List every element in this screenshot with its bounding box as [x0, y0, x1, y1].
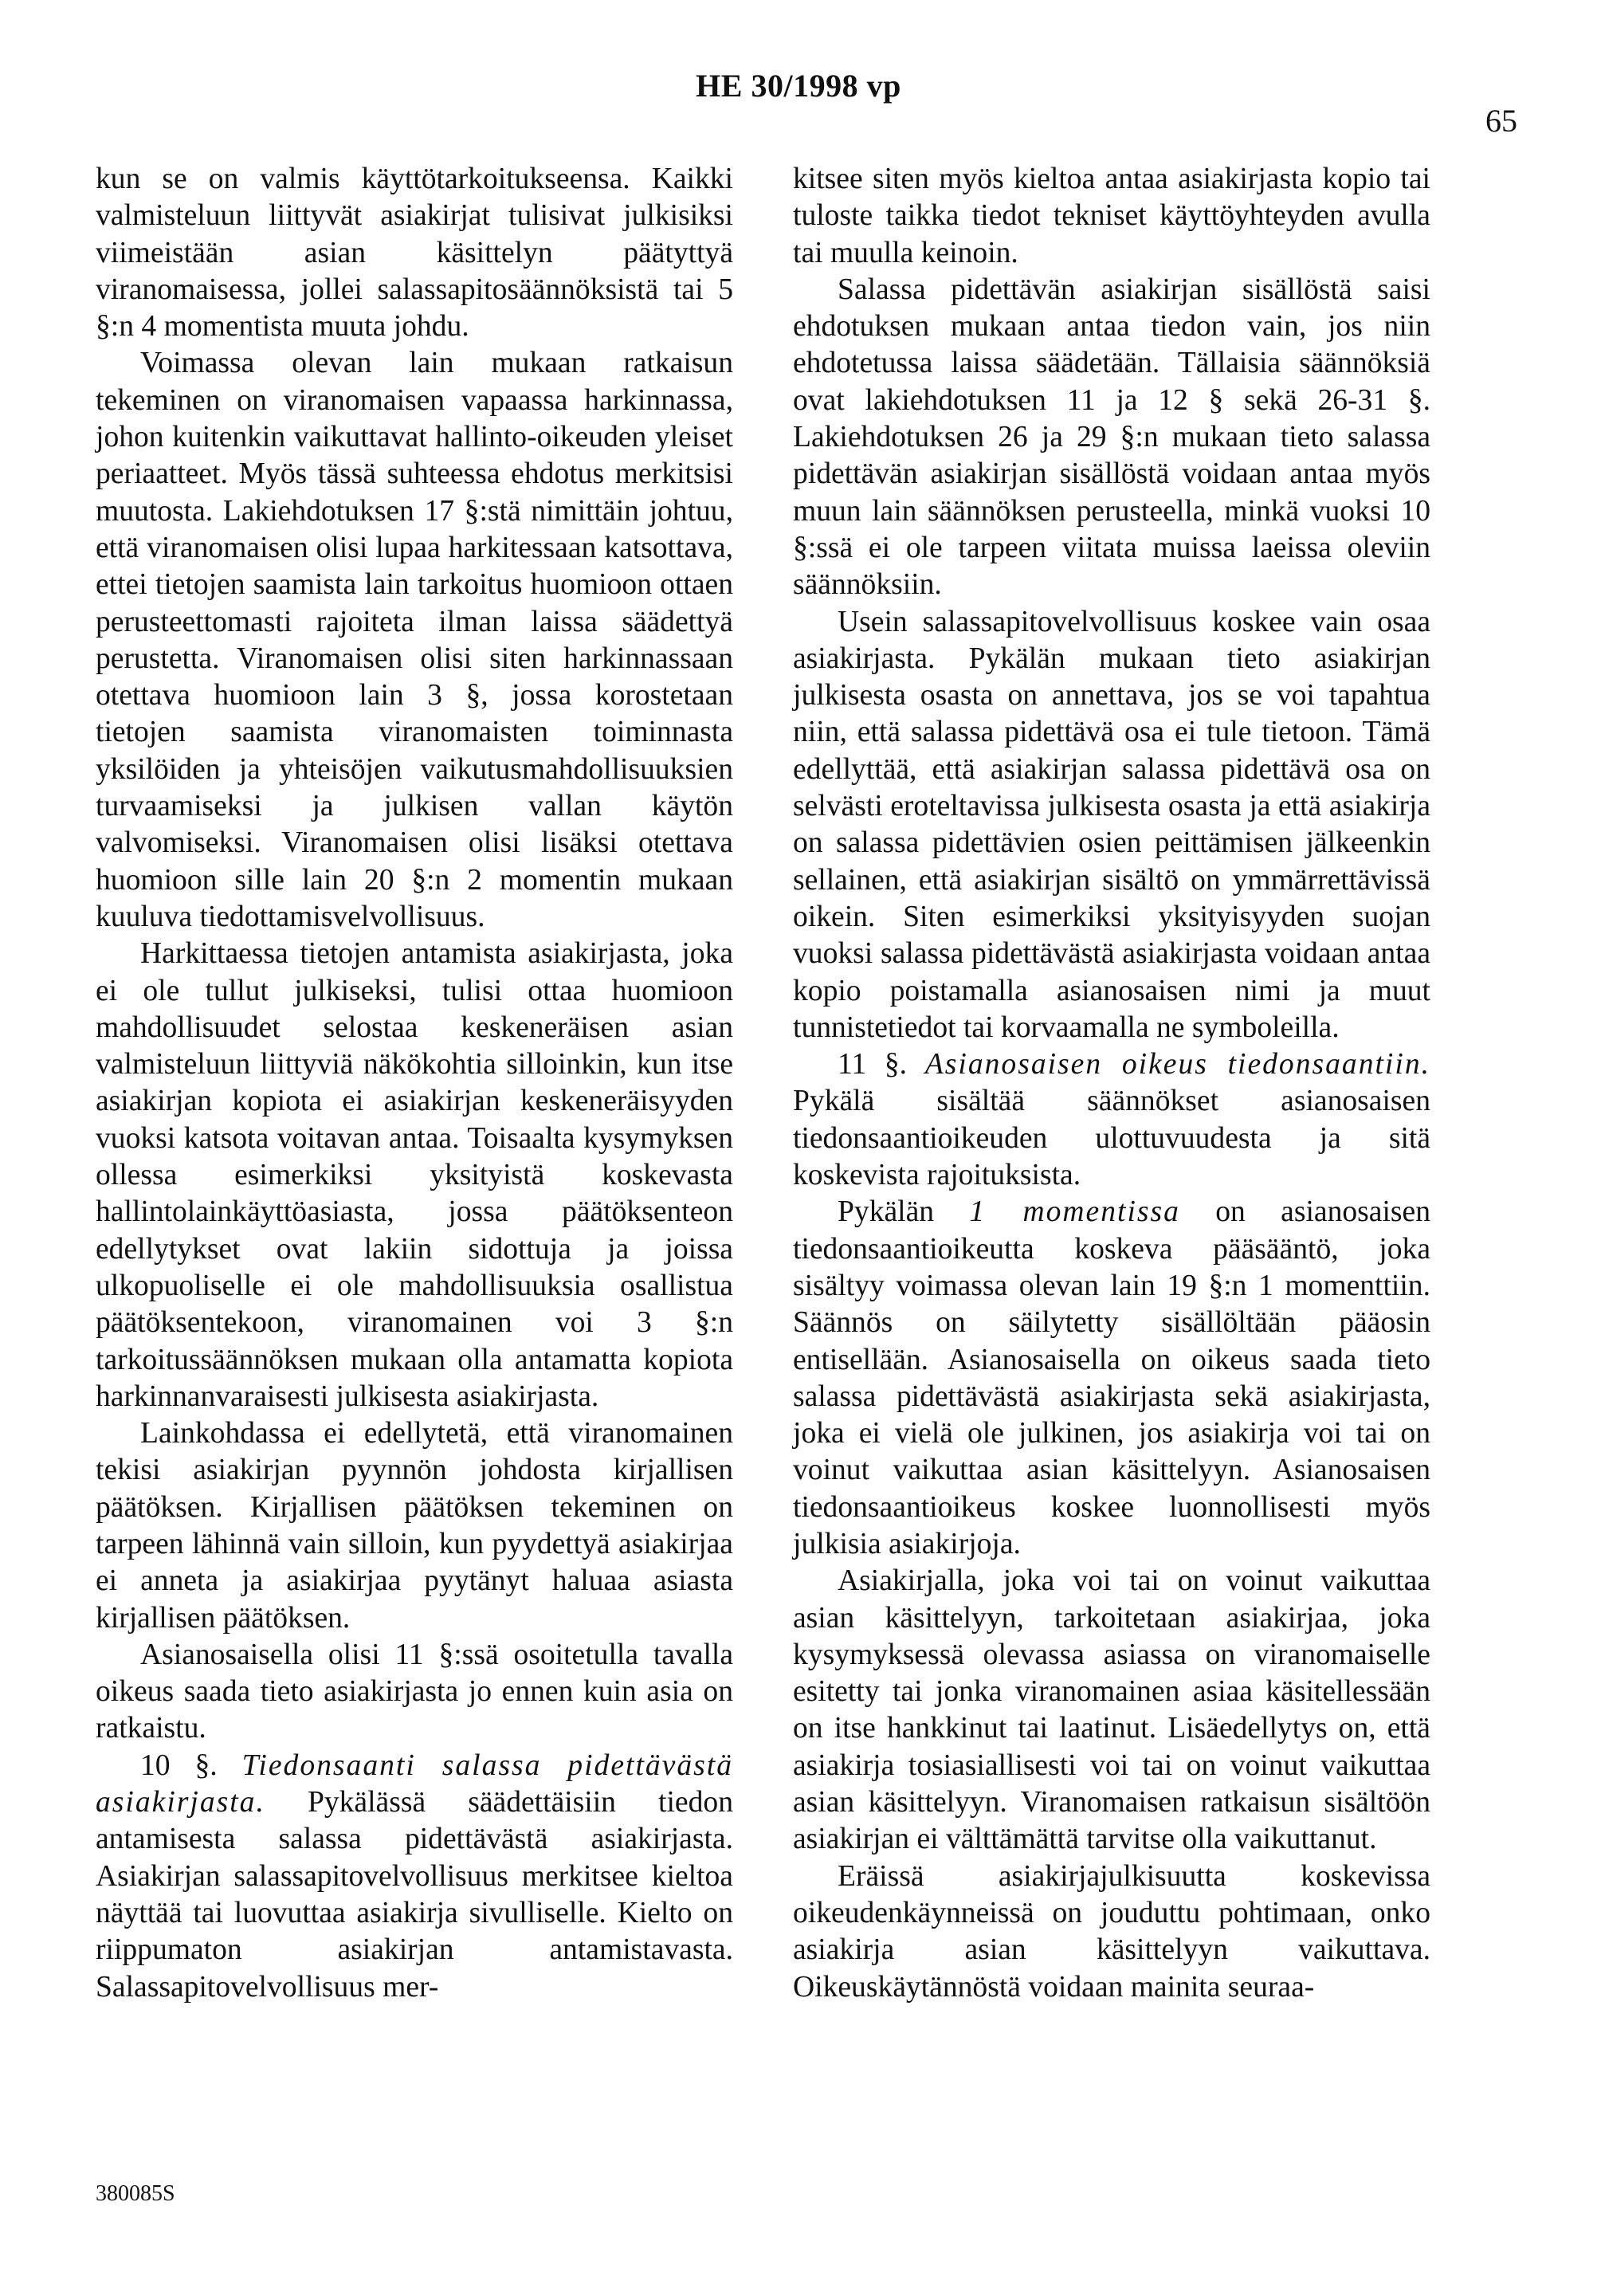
section-heading: Tiedonsaanti salassa pidettävästä asiakirjasta. — [96, 1748, 733, 1819]
paragraph: Harkittaessa tietojen antamista asiakirjasta, joka ei ole tullut julkiseksi, tulisi ottaa huomioon mahdollisuudet selostaa keskeneräisen asian valmisteluun liittyviä näkökohtia silloinkin, kun itse asiakirjan kopiota ei asiakirjan keskeneräisyyden vuoksi katsota voitavan antaa. Toisaalta kysymyksen ollessa esimerkiksi yksityistä koskevasta hallintolainkäyttöasiasta, jossa päätöksenteon edellytykset ovat lakiin sidottuja ja joissa ulkopuoliselle ei ole mahdollisuuksia osallistua päätöksentekoon, viranomainen voi 3 §:n tarkoitussäännöksen mukaan olla antamatta kopiota harkinnanvaraisesti julkisesta asiakirjasta. — [96, 937, 733, 1413]
paragraph: Salassa pidettävän asiakirjan sisällöstä saisi ehdotuksen mukaan antaa tiedon vain, jos niin ehdotetussa laissa säädetään. Tällaisia säännöksiä ovat lakiehdotuksen 11 ja 12 § sekä 26-31 §. Lakiehdotuksen 26 ja 29 §:n mukaan tieto salassa pidettävän asiakirjan sisällöstä voidaan antaa myös muun lain säännöksen perusteella, minkä vuoksi 10 §:ssä ei ole tarpeen viitata muissa laeissa oleviin säännöksiin. — [793, 273, 1430, 602]
section-paragraph — [96, 1748, 733, 2006]
paragraph: Usein salassapitovelvollisuus koskee vain osaa asiakirjasta. Pykälän mukaan tieto asiakirjan julkisesta osasta on annettava, jos se voi tapahtua niin, että salassa pidettävä osa ei tule tietoon. Tämä edellyttää, että asiakirjan salassa pidettävä osa on selvästi eroteltavissa julkisesta osasta ja että asiakirja on salassa pidettävien osien peittämisen jälkeenkin sellainen, että asiakirjan sisältö on ymmärrettävissä oikein. Siten esimerkiksi yksityisyyden suojan vuoksi salassa pidettävästä asiakirjasta voidaan antaa kopio poistamalla asianosaisen nimi ja muut tunnistetiedot tai korvaamalla ne symboleilla. — [793, 605, 1430, 1044]
section-number: 10 §. — [140, 1748, 218, 1782]
footer-print-code: 380085S — [96, 2181, 175, 2206]
page-number: 65 — [1485, 103, 1517, 139]
section-paragraph — [793, 1046, 1430, 1194]
emphasis-text: 1 momentissa — [969, 1195, 1180, 1229]
left-column — [96, 161, 733, 2006]
section-body: Pykälä sisältää säännökset asianosaisen tiedonsaantioikeuden ulottuvuudesta ja sitä koskevista rajoituksista. — [793, 1085, 1430, 1192]
document-header-title: HE 30/1998 vp — [696, 68, 901, 104]
paragraph: kitsee siten myös kieltoa antaa asiakirjasta kopio tai tuloste taikka tiedot tekniset käyttöyhteyden avulla tai muulla keinoin. — [793, 163, 1430, 269]
paragraph: Lainkohdassa ei edellytetä, että viranomainen tekisi asiakirjan pyynnön johdosta kirjallisen päätöksen. Kirjallisen päätöksen tekeminen on tarpeen lähinnä vain silloin, kun pyydettyä asiakirjaa ei anneta ja asiakirjaa pyytänyt haluaa asiasta kirjallisen päätöksen. — [96, 1417, 733, 1635]
paragraph: Asiakirjalla, joka voi tai on voinut vaikuttaa asian käsittelyyn, tarkoitetaan asiakirjaa, joka kysymyksessä olevassa asiassa on viranomaiselle esitetty tai jonka viranomainen asiaa käsitellessään on itse hankkinut tai laatinut. Lisäedellytys on, että asiakirja tosiasiallisesti voi tai on voinut vaikuttaa asian käsittelyyn. Viranomaisen ratkaisun sisältöön asiakirjan ei välttämättä tarvitse olla vaikuttanut. — [793, 1564, 1430, 1856]
paragraph: Asianosaisella olisi 11 §:ssä osoitetulla tavalla oikeus saada tieto asiakirjasta jo ennen kuin asia on ratkaistu. — [96, 1638, 733, 1745]
paragraph: Eräissä asiakirjajulkisuutta koskevissa oikeudenkäynneissä on jouduttu pohtimaan, onko asiakirja asian käsittelyyn vaikuttava. Oikeuskäytännöstä voidaan mainita seuraa- — [793, 1859, 1430, 2004]
paragraph: kun se on valmis käyttötarkoitukseensa. Kaikki valmisteluun liittyvät asiakirjat tulisivat julkisiksi viimeistään asian käsittelyn päätyttyä viranomaisessa, jollei salassapitosäännöksistä tai 5 §:n 4 momentista muuta johdu. — [96, 163, 733, 343]
paragraph-text: Pykälän — [838, 1195, 935, 1229]
paragraph-text: on asianosaisen tiedonsaantioikeutta koskeva pääsääntö, joka sisältyy voimassa olevan lain 19 §:n 1 momenttiin. Säännös on säilytetty sisällöltään pääosin entisellään. Asianosaisella on oikeus saada tieto salassa pidettävästä asiakirjasta sekä asiakirjasta, joka ei vielä ole julkinen, jos asiakirja voi tai on voinut vaikuttaa asian käsittelyyn. Asianosaisen tiedonsaantioikeus koskee luonnollisesti myös julkisia asiakirjoja. — [793, 1195, 1430, 1560]
section-body: Pykälässä säädettäisiin tiedon antamisesta salassa pidettävästä asiakirjasta. Asiakirjan salassapitovelvollisuus merkitsee kieltoa näyttää tai luovuttaa asiakirja sivulliselle. Kielto on riippumaton asiakirjan antamistavasta. Salassapitovelvollisuus mer- — [96, 1786, 733, 2004]
section-number: 11 §. — [838, 1048, 908, 1081]
paragraph — [793, 1194, 1430, 1563]
right-column — [793, 161, 1430, 2006]
section-heading: Asianosaisen oikeus tiedonsaantiin. — [924, 1048, 1430, 1081]
paragraph: Voimassa olevan lain mukaan ratkaisun tekeminen on viranomaisen vapaassa harkinnassa, johon kuitenkin vaikuttavat hallinto-oikeuden yleiset periaatteet. Myös tässä suhteessa ehdotus merkitsisi muutosta. Lakiehdotuksen 17 §:stä nimittäin johtuu, että viranomaisen olisi lupaa harkitessaan katsottava, ettei tietojen saamista lain tarkoitus huomioon ottaen perusteettomasti rajoiteta ilman laissa säädettyä perustetta. Viranomaisen olisi siten harkinnassaan otettava huomioon lain 3 §, jossa korostetaan tietojen saamista viranomaisten toiminnasta yksilöiden ja yhteisöjen vaikutusmahdollisuuksien turvaamiseksi ja julkisen vallan käytön valvomiseksi. Viranomaisen olisi lisäksi otettava huomioon sille lain 20 §:n 2 momentin mukaan kuuluva tiedottamisvelvollisuus. — [96, 347, 733, 933]
